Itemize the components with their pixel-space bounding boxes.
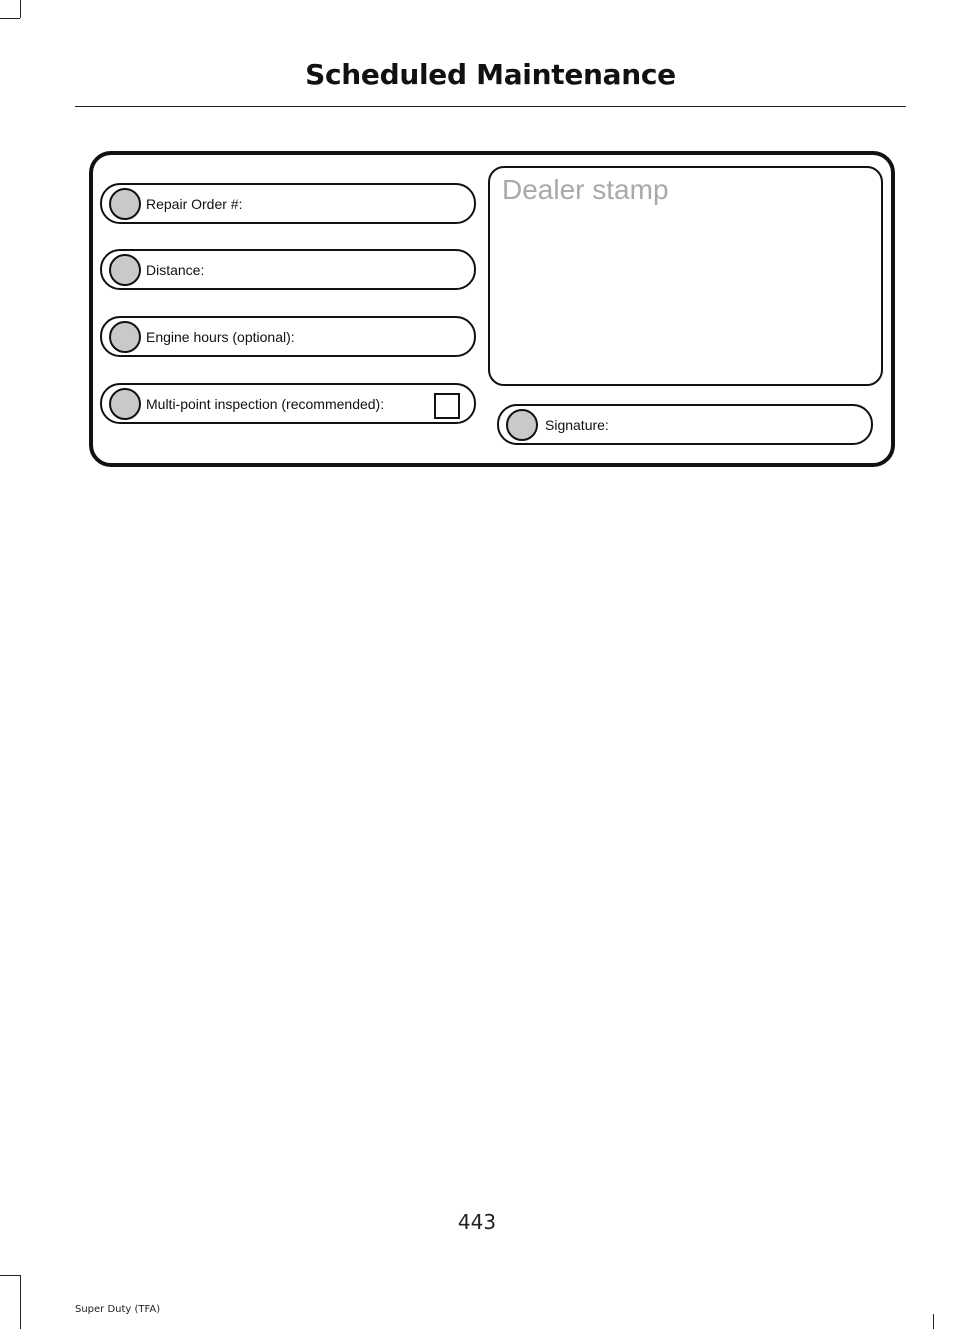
engine-hours-field[interactable]: [100, 316, 476, 357]
bullet-icon: [109, 188, 141, 220]
bullet-icon: [506, 409, 538, 441]
page-number: 443: [457, 1210, 497, 1234]
page-title: Scheduled Maintenance: [305, 58, 676, 91]
title-divider: [75, 106, 906, 107]
engine-hours-label: Engine hours (optional):: [146, 329, 295, 345]
crop-mark-bottom-left-h: [0, 1275, 20, 1276]
signature-field[interactable]: [497, 404, 873, 445]
multi-point-inspection-field: [100, 383, 476, 424]
distance-field[interactable]: [100, 249, 476, 290]
signature-label: Signature:: [545, 417, 609, 433]
crop-mark-top-left-h: [0, 18, 20, 19]
dealer-stamp-label: Dealer stamp: [502, 174, 669, 205]
bullet-icon: [109, 388, 141, 420]
repair-order-field[interactable]: [100, 183, 476, 224]
bullet-icon: [109, 254, 141, 286]
multi-point-inspection-label: Multi-point inspection (recommended):: [146, 396, 385, 412]
distance-label: Distance:: [146, 262, 205, 278]
dealer-stamp-box: [488, 166, 883, 386]
footer-text: Super Duty (TFA): [75, 1304, 161, 1315]
repair-order-label: Repair Order #:: [146, 196, 243, 212]
crop-mark-bottom-left-v: [20, 1275, 21, 1329]
crop-mark-top-left-v: [20, 0, 21, 18]
crop-mark-bottom-right-v: [933, 1314, 934, 1329]
multi-point-inspection-checkbox[interactable]: [434, 393, 460, 419]
bullet-icon: [109, 321, 141, 353]
